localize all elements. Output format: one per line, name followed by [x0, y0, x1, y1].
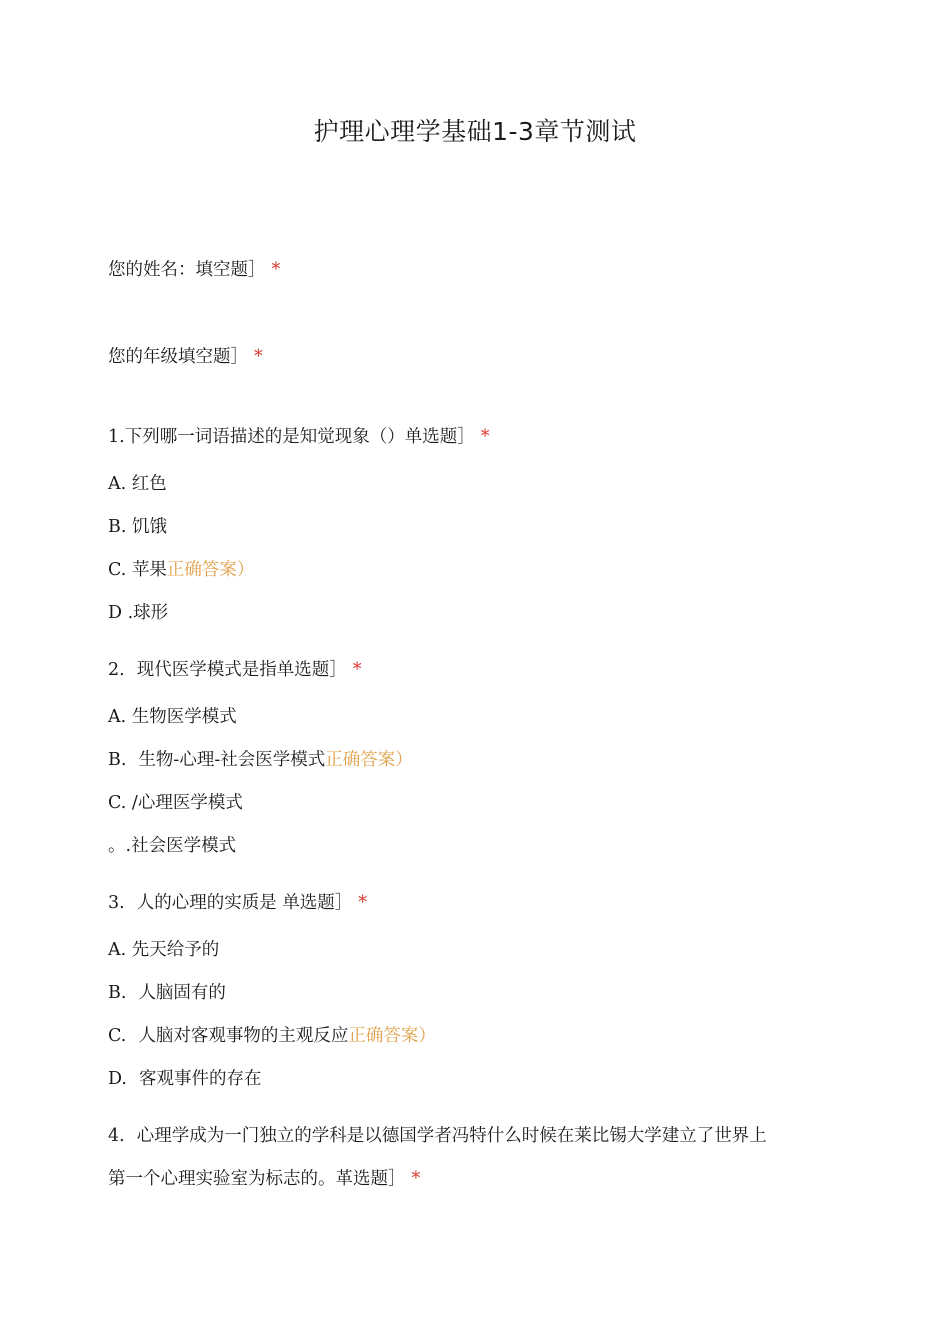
question-2-option-b[interactable] [108, 748, 413, 772]
question-1-option-a[interactable] [108, 472, 167, 496]
question-2-option-d[interactable] [108, 834, 236, 858]
question-2-stem [108, 658, 361, 682]
question-number: 1. [108, 427, 125, 447]
option-letter: B. [108, 750, 127, 770]
option-text: 社会医学模式 [131, 836, 237, 856]
question-text: 人的心理的实质是 单选题］ [136, 893, 353, 913]
question-text: 第一个心理实验室为标志的。革选题］ [108, 1169, 406, 1189]
option-letter: C. [108, 793, 127, 813]
question-4-stem-line-2 [108, 1167, 420, 1191]
option-text: 球形 [133, 603, 169, 623]
option-text: 先天给予的 [131, 940, 220, 960]
field-grade-text: 您的年级填空题］ [108, 347, 248, 367]
page-title: 护理心理学基础1-3章节测试 [313, 117, 637, 146]
question-1-stem [108, 425, 489, 449]
correct-answer-label: 正确答案） [166, 560, 255, 580]
option-letter: D. [108, 1069, 127, 1089]
option-letter: A. [108, 707, 127, 727]
option-letter: D . [108, 603, 134, 623]
question-number: 4. [108, 1126, 125, 1146]
question-1-option-d[interactable] [108, 601, 168, 625]
correct-answer-label: 正确答案） [325, 750, 413, 770]
question-2-option-c[interactable] [108, 791, 243, 815]
required-mark: * [254, 347, 263, 367]
question-3-stem [108, 891, 367, 915]
question-text: 心理学成为一门独立的学科是以德国学者冯特什么时候在莱比锡大学建立了世界上 [136, 1126, 767, 1146]
option-text: 生物-心理-社会医学模式 [138, 750, 326, 770]
option-letter: A. [108, 474, 127, 494]
question-4-stem-line-1 [108, 1124, 767, 1148]
question-text: 现代医学模式是指单选题］ [136, 660, 347, 680]
question-1-option-c[interactable] [108, 558, 254, 582]
correct-answer-label: 正确答案） [348, 1026, 436, 1046]
required-mark: * [480, 427, 490, 447]
option-letter: A. [108, 940, 127, 960]
option-text: 生物医学模式 [131, 707, 237, 727]
option-letter: 。. [108, 836, 132, 856]
field-grade-label [108, 345, 263, 369]
option-text: 饥饿 [132, 517, 168, 537]
option-letter: C. [108, 560, 127, 580]
option-letter: B. [108, 517, 127, 537]
option-text: 人脑固有的 [138, 983, 226, 1003]
required-mark: * [411, 1169, 421, 1189]
option-text: 红色 [131, 474, 167, 494]
required-mark: * [358, 893, 368, 913]
question-3-option-b[interactable] [108, 981, 226, 1005]
required-mark: * [352, 660, 362, 680]
question-number: 2. [108, 660, 125, 680]
option-text: 苹果 [131, 560, 167, 580]
question-number: 3. [108, 893, 125, 913]
question-text: 下列哪一词语描述的是知觉现象（）单选题］ [124, 427, 475, 447]
option-text: /心理医学模式 [131, 793, 243, 813]
question-3-option-d[interactable] [108, 1067, 261, 1091]
required-mark: * [271, 260, 281, 280]
option-text: 人脑对客观事物的主观反应 [138, 1026, 349, 1046]
question-3-option-a[interactable] [108, 938, 219, 962]
option-text: 客观事件的存在 [138, 1069, 262, 1089]
field-name-label [108, 258, 280, 282]
question-1-option-b[interactable] [108, 515, 167, 539]
question-2-option-a[interactable] [108, 705, 237, 729]
option-letter: C. [108, 1026, 127, 1046]
question-3-option-c[interactable] [108, 1024, 436, 1048]
field-name-text: 您的姓名：填空题］ [108, 260, 266, 280]
option-letter: B. [108, 983, 127, 1003]
